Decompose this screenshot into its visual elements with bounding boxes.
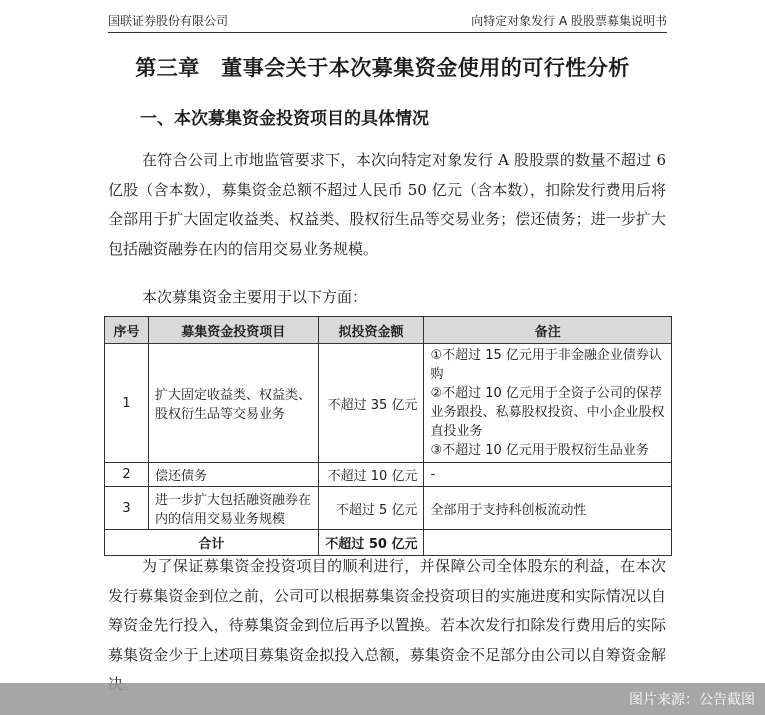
- remark-line: ②不超过 10 亿元用于全资子公司的保荐业务跟投、私募股权投资、中小企业股权直投业务: [430, 386, 665, 439]
- fund-usage-table: [104, 316, 672, 556]
- intro-paragraph: 在符合公司上市地监管要求下，本次向特定对象发行 A 股股票的数量不超过 6 亿股（含本数），募集资金总额不超过人民币 50 亿元（含本数），扣除发行费用后将全部用于扩大固定收益类、权益类、股权衍生品等交易业务；偿还债务；进一步扩大包括融资融券在内的信用交易业务规模。: [108, 151, 666, 258]
- remark-line: ③不超过 10 亿元用于股权衍生品业务: [430, 443, 649, 458]
- header-no: 序号: [105, 317, 149, 344]
- section-title: 一、本次募集资金投资项目的具体情况: [140, 109, 429, 129]
- chapter-title: 第三章 董事会关于本次募集资金使用的可行性分析: [135, 56, 630, 80]
- row-project: 扩大固定收益类、权益类、股权衍生品等交易业务: [148, 344, 318, 463]
- row-project: 偿还债务: [148, 463, 318, 487]
- page-header: [108, 10, 667, 33]
- row-amount: 不超过 35 亿元: [318, 344, 424, 463]
- header-remarks: 备注: [424, 317, 672, 344]
- closing-paragraph: 为了保证募集资金投资项目的顺利进行，并保障公司全体股东的利益，在本次发行募集资金到位之前，公司可以根据募集资金投资项目的实施进度和实际情况以自筹资金先行投入，待募集资金到位后再予以置换。若本次发行扣除发行费用后的实际募集资金少于上述项目募集资金拟投入总额，募集资金不足部分由公司以自筹资金解: [108, 557, 666, 664]
- row-remarks: -: [424, 463, 672, 487]
- usage-intro-paragraph: 本次募集资金主要用于以下方面：: [142, 288, 368, 306]
- header-project: 募集资金投资项目: [148, 317, 318, 344]
- row-remarks: [424, 344, 672, 463]
- row-no: 2: [105, 463, 149, 487]
- source-caption: 图片来源：公告截图: [629, 692, 755, 708]
- remark-line: ①不超过 15 亿元用于非金融企业债券认购: [430, 348, 662, 382]
- total-label: 合计: [105, 530, 319, 556]
- table-row: [105, 487, 672, 530]
- row-amount: 不超过 10 亿元: [318, 463, 424, 487]
- row-no: 3: [105, 487, 149, 530]
- source-banner: [0, 683, 765, 715]
- row-remarks: 全部用于支持科创板流动性: [424, 487, 672, 530]
- header-amount: 拟投资金额: [318, 317, 424, 344]
- row-amount: 不超过 5 亿元: [318, 487, 424, 530]
- table-header-row: [105, 317, 672, 344]
- company-name: 国联证券股份有限公司: [108, 14, 229, 28]
- table-row: [105, 344, 672, 463]
- document-title: 向特定对象发行 A 股股票募集说明书: [471, 14, 667, 28]
- row-no: 1: [105, 344, 149, 463]
- row-project: 进一步扩大包括融资融券在内的信用交易业务规模: [148, 487, 318, 530]
- table-row: [105, 463, 672, 487]
- total-amount: 不超过 50 亿元: [318, 530, 424, 556]
